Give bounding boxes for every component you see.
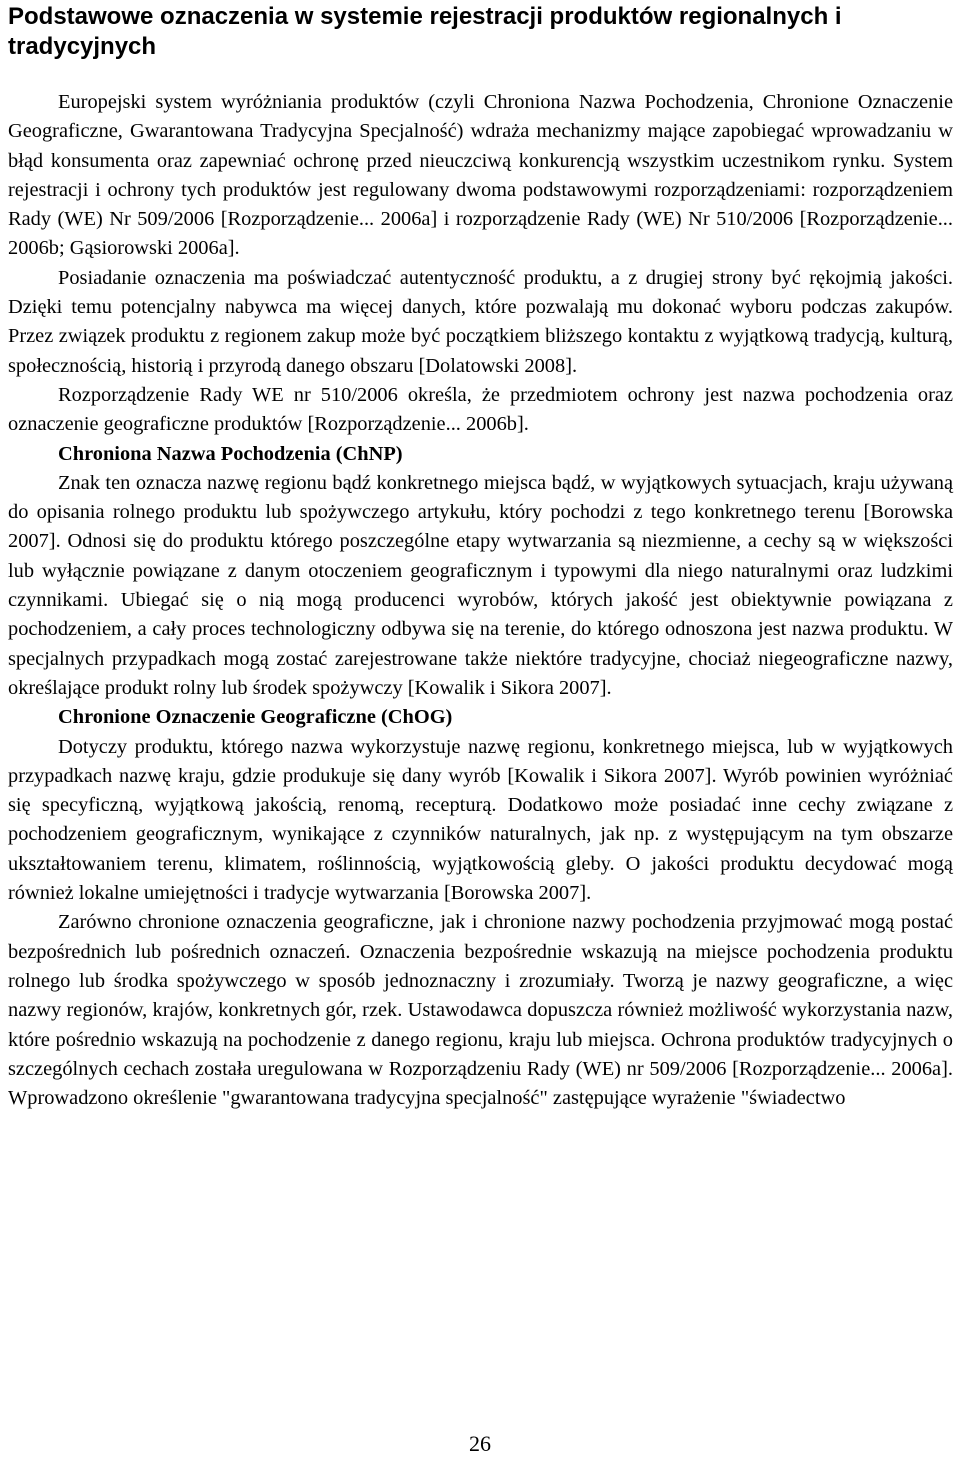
document-body [8,88,953,1113]
page-number: 26 [469,1431,491,1456]
paragraph: Posiadanie oznaczenia ma poświadczać autentyczność produktu, a z drugiej strony być rękojmią jakości. Dzięki temu potencjalny nabywca ma więcej danych, które pozwalają mu dokonać wyboru podczas zakupów. Przez związek produktu z regionem zakup może być początkiem bliższego kontaktu z wyjątkową tradycją, kulturą, społecznością, historią i przyrodą danego obszaru [Dolatowski 2008]. [8,266,953,377]
section-heading-chnp: Chroniona Nazwa Pochodzenia (ChNP) [58,442,403,465]
section-heading-chog: Chronione Oznaczenie Geograficzne (ChOG) [58,706,453,729]
paragraph: Rozporządzenie Rady WE nr 510/2006 określa, że przedmiotem ochrony jest nazwa pochodzenia oraz oznaczenie geograficzne produktów [Rozporządzenie... 2006b]. [8,383,953,436]
paragraph: Europejski system wyróżniania produktów (czyli Chroniona Nazwa Pochodzenia, Chronione Oznaczenie Geograficzne, Gwarantowana Tradycyjna Specjalność) wdraża mechanizmy mające zapobiegać wprowadzaniu w błąd konsumenta oraz zapewniać ochronę przed nieuczciwą konkurencją wszystkim uczestnikom rynku. System rejestracji i ochrony tych produktów jest regulowany dwoma podstawowymi rozporządzeniami: rozporządzeniem Rady (WE) Nr 509/2006 [Rozporządzenie... 2006a] i rozporządzenie Rady (WE) Nr 510/2006 [Rozporządzenie... 2006b; Gąsiorowski 2006a]. [8,91,953,260]
paragraph: Dotyczy produktu, którego nazwa wykorzystuje nazwę regionu, konkretnego miejsca, lub w wyjątkowych przypadkach nazwę kraju, gdzie produkuje się dany wyrób [Kowalik i Sikora 2007]. Wyrób powinien wyróżniać się specyficzną, wyjątkową jakością, renomą, recepturą. Dodatkowo może posiadać inne cechy związane z pochodzeniem geograficznym, wynikające z czynników naturalnych, jak np. z występującym na tym obszarze ukształtowaniem terenu, klimatem, roślinnością, wyjątkowością gleby. O jakości produktu decydować mogą również lokalne umiejętności i tradycje wytwarzania [Borowska 2007]. [8,735,953,905]
paragraph: Znak ten oznacza nazwę regionu bądź konkretnego miejsca bądź, w wyjątkowych sytuacjach, kraju używaną do opisania rolnego produktu lub spożywczego artykułu, który pochodzi z tego konkretnego terenu [Borowska 2007]. Odnosi się do produktu którego poszczególne etapy wytwarzania są niezmienne, a cechy są w większości lub wyłącznie powiązane z danym otoczeniem geograficznym i typowymi dla niego naturalnymi oraz ludzkimi czynnikami. Ubiegać się o nią mogą producenci wyrobów, których jakość jest obiektywnie powiązana z pochodzeniem, a cały proces technologiczny odbywa się na terenie, do którego odnoszona jest nazwa produktu. W specjalnych przypadkach mogą zostać zarejestrowane także niektóre tradycyjne, chociaż niegeograficzne nazwy, określające produkt rolny lub środek spożywczy [Kowalik i Sikora 2007]. [8,471,953,699]
paragraph: Zarówno chronione oznaczenia geograficzne, jak i chronione nazwy pochodzenia przyjmować mogą postać bezpośrednich lub pośrednich oznaczeń. Oznaczenia bezpośrednie wskazują na miejsce pochodzenia produktu rolnego lub środka spożywczego w sposób jednoznaczny i zrozumiały. Tworzą je nazwy geograficzne, a więc nazwy regionów, krajów, konkretnych gór, rzek. Ustawodawca dopuszcza również możliwość wykorzystania nazw, które pośrednio wskazują na pochodzenie z danego regionu, kraju lub miejsca. Ochrona produktów tradycyjnych o szczególnych cechach została uregulowana w Rozporządzeniu Rady (WE) nr 509/2006 [Rozporządzenie... 2006a]. Wprowadzono określenie "gwarantowana tradycyjna specjalność" zastępujące wyrażenie "świadectwo [8,911,953,1110]
page-title: Podstawowe oznaczenia w systemie rejestracji produktów regionalnych i tradycyjnych [8,3,842,60]
